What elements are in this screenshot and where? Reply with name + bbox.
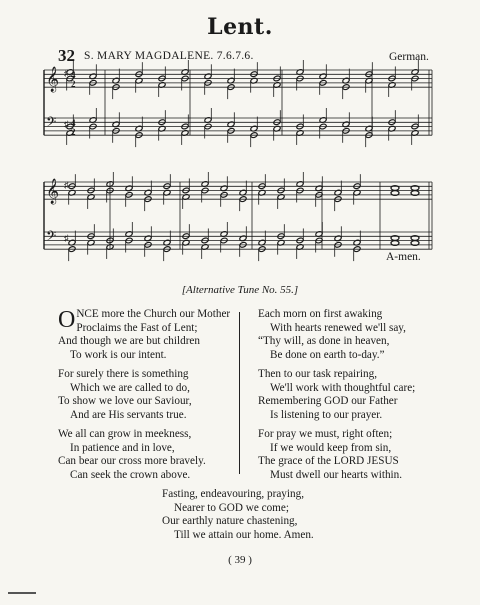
amen-text: A-men. [386,251,421,263]
verse-line: The grace of the LORD JESUS [258,455,399,468]
verse-line: Each morn on first awaking [258,308,383,320]
verse-line: Can seek the crown above. [70,468,191,481]
time-signature: 2 [71,79,76,89]
sharp-icon: ♯ [64,119,69,129]
stanza-2 [58,368,192,422]
verse-line: Proclaims the Fast of Lent; [76,321,198,334]
page-title: Lent. [207,14,273,40]
time-signature: 4 [71,118,76,128]
stanza-5 [258,368,415,422]
verse-line: Remembering GOD our Father [258,395,398,408]
stanza-4 [258,308,406,362]
stanza-7 [162,488,314,542]
verse-line: To work is our intent. [70,348,167,361]
sharp-icon: ♯ [64,68,69,78]
verse-line: Be done on earth to-day.” [270,348,385,361]
time-signature: 2 [71,127,76,137]
stanza-6 [258,428,402,482]
verse-line: NCE more the Church our Mother [76,308,231,320]
verse-line: Fasting, endeavouring, praying, [162,488,304,500]
tune-origin: German. [389,51,429,63]
verse-line: For pray we must, right often; [258,428,393,440]
verse-line: Which we are called to do, [70,381,190,394]
treble-clef-icon: 𝄞 [46,179,60,204]
treble-clef-icon: 𝄞 [46,67,60,92]
verse-line: Till we attain our home. Amen. [174,528,314,541]
hymn-number: 32 [58,46,75,65]
alternative-tune-note: [Alternative Tune No. 55.] [181,284,299,296]
verse-line: Is listening to our prayer. [270,408,383,421]
verse-line: Can bear our cross more bravely. [58,455,206,468]
verse-line: With hearts renewed we'll say, [270,321,406,334]
verse-line: Nearer to GOD we come; [174,501,289,514]
verse-line: To show we love our Saviour, [58,395,192,408]
verse-line: If we would keep from sin, [270,441,392,454]
stanza-1 [58,307,231,362]
page-number: ( 39 ) [228,554,252,566]
sharp-icon: ♯ [64,180,69,190]
tune-name: S. MARY MAGDALENE. 7.6.7.6. [84,50,254,62]
column-divider [239,312,240,474]
verse-line: We'll work with thoughtful care; [270,381,416,394]
verse-line: And are His servants true. [70,408,187,421]
verse-line: For surely there is something [58,368,189,380]
stanza-3 [58,428,206,482]
bass-clef-icon: 𝄢 [46,114,57,133]
pen-mark [8,592,36,594]
verse-line: “Thy will, as done in heaven, [258,335,390,348]
time-signature: 4 [71,70,76,80]
drop-cap: O [58,307,76,333]
verse-line: We all can grow in meekness, [58,428,192,440]
bass-clef-icon: 𝄢 [46,228,57,247]
verse-line: Must dwell our hearts within. [270,468,403,481]
sharp-icon: ♯ [64,233,69,243]
verse-line: Then to our task repairing, [258,368,377,380]
verse-line: And though we are but children [58,335,200,348]
verse-line: In patience and in love, [70,441,175,454]
verse-line: Our earthly nature chastening, [162,515,298,528]
